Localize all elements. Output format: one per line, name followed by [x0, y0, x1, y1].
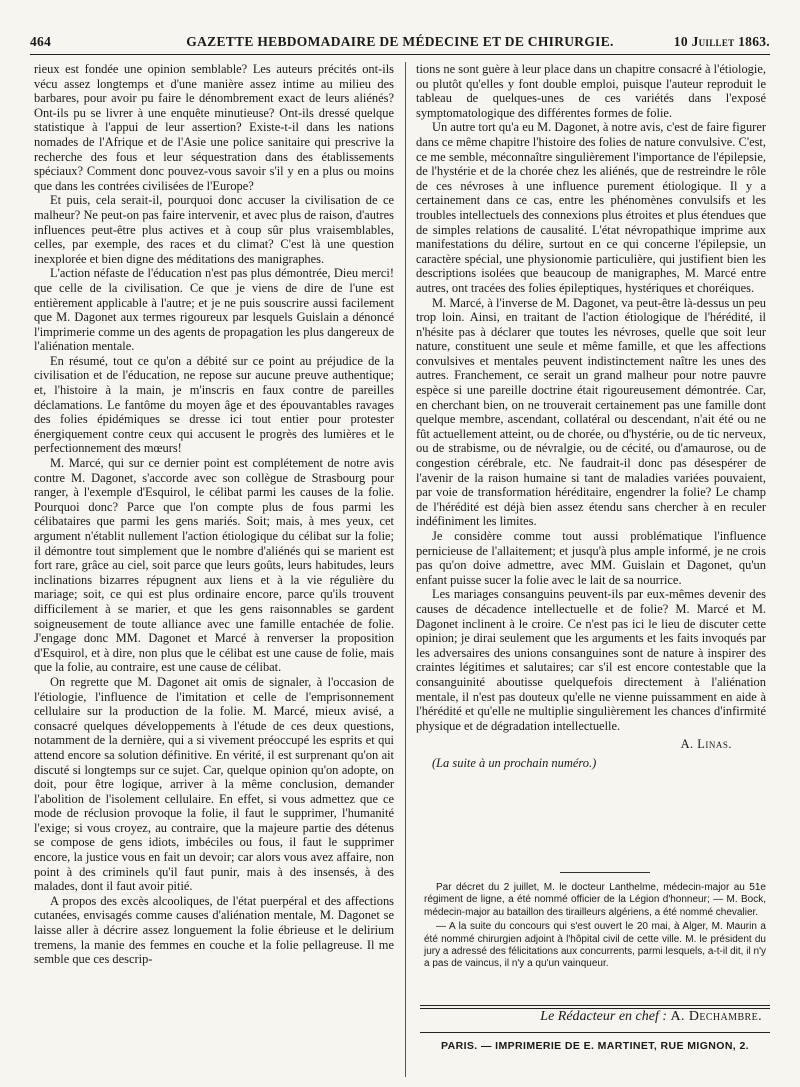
- paragraph: M. Marcé, à l'inverse de M. Dagonet, va peut-être là-dessus un peu trop loin. Ainsi, en traitant de l'action étiologique de l'hérédité, il n'hésite pas à déclarer que toutes les névroses, quelle que soit leur nature, constituent une seule et même famille, et que les affections convulsives et mentales peuvent indistinctement naître les unes des autres. Franchement, ce serait un grand malheur pour notre pauvre espèce si une pareille doctrine était rigoureusement démontrée. Car, en cherchant bien, on ne trouverait certainement pas une famille dont quelque membre, ascendant, collatéral ou descendant, n'ait été ou ne fût actuellement atteint, ou de chorée, ou d'hystérie, ou de tic nerveux, ou de strabisme, ou de névralgie, ou de cécité, ou d'amaurose, ou de congestion cérébrale, etc. Ne faudrait-il donc pas désespérer de l'avenir de la raison humaine si tant de maladies variées pouvaient, par voie de transformation héréditaire, engendrer la folie? Le champ de l'hérédité est déjà bien assez étendu sans chercher à en reculer indéfiniment les limites.: [416, 295, 766, 529]
- left-column: [34, 62, 394, 1077]
- author-signature: [416, 737, 766, 752]
- printer-imprint: PARIS. — IMPRIMERIE DE E. MARTINET, RUE MIGNON, 2.: [441, 1040, 749, 1052]
- section-rule: [560, 872, 650, 873]
- paragraph: En résumé, tout ce qu'on a débité sur ce point au préjudice de la civilisation et de l'éducation, ne repose sur aucune preuve authentique; et, l'histoire à la main, je m'inscris en faux contre de pareilles déclamations. Le fantôme du moyen âge et des épouvantables ravages des folies épidémiques se dresse ici tout entier pour protester énergiquement contre ceux qui accusent le progrès des lumières et le perfectionnement des mœurs!: [34, 353, 394, 456]
- editor-label: Le Rédacteur en chef :: [540, 1009, 668, 1024]
- paragraph: rieux est fondée une opinion semblable? Les auteurs précités ont-ils vécu assez longtemps et d'une manière assez intime au milieu des barbares, pour avoir pu faire le dénombrement exact de leurs aliénés? Ont-ils pu se livrer à une enquête minutieuse? Ont-ils dressé quelque statistique à l'appui de leur assertion? Existe-t-il dans les nations nomades de l'Afrique et de l'Asie une police sanitaire qui prescrive la recherche des fous et leur séquestration dans des établissements spéciaux? Comment donc pouvez-vous savoir s'il y en a plus ou moins que dans les contrées civilisées de l'Europe?: [34, 62, 394, 193]
- editor-line: [420, 1009, 770, 1025]
- paragraph: Un autre tort qu'a eu M. Dagonet, à notre avis, c'est de faire figurer dans ce même chapitre l'histoire des folies de nature convulsive. C'est, ce me semble, méconnaître singulièrement l'importance de l'épilepsie, de l'hystérie et de la chorée chez les aliénés, que de restreindre le rôle de ces névroses à une influence purement étiologique. Il y a certainement dans ce cas, entre les phénomènes convulsifs et les troubles intellectuels des connexions plus étroites et plus étendues que de simples relations de causalité. L'état névropathique imprime aux manifestations du délire, surtout en ce qui concerne l'épilepsie, un caractère spécial, une physionomie particulière, qui justifient bien les descriptions isolées que beaucoup de manigraphes, M. Marcé entre autres, ont tracées des folies épileptiques, hystériques et choréiques.: [416, 120, 766, 295]
- paragraph: tions ne sont guère à leur place dans un chapitre consacré à l'étiologie, ou plutôt qu'elles y font double emploi, puisque l'auteur reproduit le tableau de quelques-unes de ces variétés dans l'exposé symptomatologique des différentes formes de folie.: [416, 62, 766, 120]
- footer-rule: [420, 1032, 770, 1033]
- paragraph: On regrette que M. Dagonet ait omis de signaler, à l'occasion de l'étiologie, l'influence de l'imitation et celle de l'emprisonnement cellulaire sur la production de la folie. M. Marcé, mieux avisé, a consacré quelques développements à l'étude de ces deux questions, notamment de la dernière, qui a si vivement préoccupé les esprits et qui attend encore sa solution définitive. En vérité, il est surprenant qu'on ait discuté si longtemps sur ce sujet. Car, quelque opinion qu'on adopte, on doit, pour être logique, arriver à la même conclusion, demander l'abolition de l'isolement cellulaire. En effet, si vous admettez que ce mode de réclusion provoque la folie, il faut le supprimer, l'humanité l'exige; si vous croyez, au contraire, que la majeure partie des détenus se compose de gens idiots, imbéciles ou fous, il faut le supprimer encore, la justice vous en fait un devoir; car alors vous avez affaire, non point à des criminels qu'il faut punir, mais à des insensés, à des malades, dont il faut avoir pitié.: [34, 674, 394, 894]
- paragraph: Les mariages consanguins peuvent-ils par eux-mêmes devenir des causes de décadence intellectuelle et de folie? M. Marcé et M. Dagonet inclinent à le croire. Ce n'est pas ici le lieu de discuter cette opinion; je dirai seulement que les arguments et les faits invoqués par les adversaires des unions consanguines sont de nature à inspirer des craintes légitimes et salutaires; car s'il est encore contestable que la consanguinité aboutisse quelquefois directement à l'aliénation mentale, il n'est pas douteux qu'elle ne vienne puissamment en aide à l'hérédité et qu'elle ne multiplie singulièrement les chances d'infirmité physique et de dégradation intellectuelle.: [416, 587, 766, 733]
- right-column: [416, 62, 766, 822]
- issue-date: 10 Juillet 1863.: [673, 34, 770, 49]
- page-number: 464: [30, 34, 52, 49]
- paragraph: A propos des excès alcooliques, de l'état puerpéral et des affections cutanées, envisagés comme causes d'aliénation mentale, M. Dagonet se laisse aller à décrire assez longuement la folie ébrieuse et le delirium tremens, la manie des femmes en couche et la folie pellagreuse. Il me semble que ces descrip-: [34, 893, 394, 967]
- continuation-note: (La suite à un prochain numéro.): [432, 755, 597, 770]
- journal-title: GAZETTE HEBDOMADAIRE DE MÉDECINE ET DE CHIRURGIE.: [186, 34, 614, 49]
- signature-text: A. Linas.: [680, 737, 732, 752]
- page-header: [30, 32, 770, 55]
- editor-name: A. Dechambre.: [670, 1009, 762, 1024]
- paragraph: M. Marcé, qui sur ce dernier point est complétement de notre avis contre M. Dagonet, s'accorde avec son collègue de Strasbourg pour ranger, à l'exemple d'Esquirol, le célibat parmi les causes de la folie. Pourquoi donc? Parce que l'on compte plus de fous parmi les célibataires que parmi les gens mariés. Soit; mais, à mes yeux, cet argument n'établit nullement l'action étiologique du célibat sur la folie; il démontre tout simplement que le nombre d'aliénés qui se marient est fort rare, grâce au ciel, soit parce que leurs goûts, leurs habitudes, leurs inclinations bizarres répugnent aux liens et à la vie régulière du mariage; soit, ce qui est plus ordinaire encore, parce qu'ils trouvent difficilement à se marier, et que les gens raisonnables se gardent soigneusement de toute alliance avec une famille entachée de folie. J'engage donc MM. Dagonet et Marcé à renverser la proposition d'Esquirol, et à dire, non plus que le célibat est une cause de folie, mais que la folie, au contraire, est une cause de célibat.: [34, 456, 394, 675]
- news-item: — A la suite du concours qui s'est ouvert le 20 mai, à Alger, M. Maurin a été nommé chirurgien adjoint à l'hôpital civil de cette ville. M. le président du jury a adressé des félicitations aux concurrents, parmi lesquels, a-t-il dit, il n'y a pas de vaincus, il n'y a qu'un vainqueur.: [424, 921, 766, 970]
- paragraph: Je considère comme tout aussi problématique l'influence pernicieuse de l'allaitement; et jusqu'à plus ample informé, je ne crois pas qu'on doive admettre, avec MM. Guislain et Dagonet, qu'un enfant puisse sucer la folie avec le lait de sa nourrice.: [416, 529, 766, 587]
- paragraph: Et puis, cela serait-il, pourquoi donc accuser la civilisation de ce malheur? Ne peut-on pas faire intervenir, et avec plus de raison, d'autres influences peut-être plus actives et à coup sûr plus vraisemblables, celles, par exemple, des races et du climat? C'est là une question inexplorée et bien digne des méditations des manigraphes.: [34, 193, 394, 266]
- news-section: [424, 882, 766, 973]
- news-item: Par décret du 2 juillet, M. le docteur Lanthelme, médecin-major au 51e régiment de ligne, a été nommé officier de la Légion d'honneur; — M. Bock, médecin-major au bataillon des tirailleurs algériens, a été nommé chevalier.: [424, 882, 766, 918]
- paragraph: L'action néfaste de l'éducation n'est pas plus démontrée, Dieu merci! que celle de la civilisation. Ce que je viens de dire de l'une est entièrement applicable à l'autre; et je ne puis souscrire aussi facilement que M. Dagonet aux termes rigoureux par lesquels Guislain a dénoncé l'imprimerie comme un des agents de propagation les plus dangereux de l'aliénation mentale.: [34, 266, 394, 354]
- column-divider: [405, 62, 406, 1077]
